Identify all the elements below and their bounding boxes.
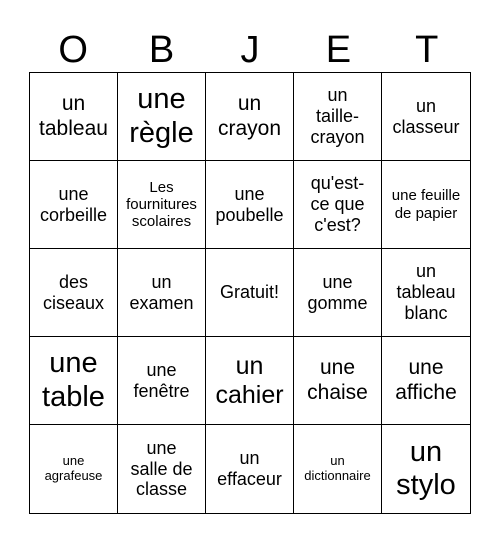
cell-label: Gratuit! [219,282,280,303]
bingo-cell-r2c4[interactable] [294,161,382,249]
cell-label: une table [42,347,105,413]
cell-label: une fenêtre [133,359,190,401]
bingo-cell-r5c3[interactable] [206,425,294,513]
cell-label: un crayon [217,92,282,140]
bingo-cell-r2c2[interactable] [118,161,206,249]
bingo-cell-r2c5[interactable] [382,161,470,249]
cell-label: une poubelle [215,183,284,225]
cell-label: une affiche [395,356,457,404]
bingo-cell-r5c1[interactable] [30,425,118,513]
cell-label: un cahier [215,351,284,409]
bingo-cell-r3c3[interactable] [206,249,294,337]
cell-label: un effaceur [217,448,282,489]
bingo-cell-r2c3[interactable] [206,161,294,249]
header-letter-o: O [58,29,88,71]
cell-label: un stylo [396,435,456,501]
bingo-cell-r4c2[interactable] [118,337,206,425]
cell-label: un tableau [39,92,108,140]
bingo-cell-r4c4[interactable] [294,337,382,425]
bingo-cell-r1c5[interactable] [382,73,470,161]
cell-label: un classeur [392,95,460,137]
bingo-cell-r3c4[interactable] [294,249,382,337]
bingo-header [29,28,471,72]
bingo-cell-r2c1[interactable] [30,161,118,249]
cell-label: qu'est-ce que c'est? [310,173,365,235]
cell-label: une règle [129,83,194,149]
cell-label: Les fournitures scolaires [126,178,197,231]
header-letter-e: E [325,29,352,71]
cell-label: un taille-crayon [310,85,365,147]
bingo-cell-r3c1[interactable] [30,249,118,337]
cell-label: une feuille de papier [391,187,461,222]
bingo-cell-r4c5[interactable] [382,337,470,425]
header-letter-j: J [240,29,260,71]
bingo-cell-r1c2[interactable] [118,73,206,161]
cell-label: une gomme [307,271,368,313]
bingo-cell-r3c2[interactable] [118,249,206,337]
bingo-cell-r1c4[interactable] [294,73,382,161]
bingo-cell-r5c5[interactable] [382,425,470,513]
header-letter-t: T [415,29,439,71]
cell-label: une corbeille [39,183,108,225]
cell-label: un dictionnaire [304,453,371,483]
header-letter-b: B [148,29,175,71]
cell-label: une salle de classe [130,437,193,500]
bingo-cell-r4c1[interactable] [30,337,118,425]
cell-label: une chaise [307,356,368,404]
bingo-cell-r1c1[interactable] [30,73,118,161]
bingo-board [29,72,471,514]
bingo-cell-r5c4[interactable] [294,425,382,513]
cell-label: des ciseaux [42,271,105,313]
bingo-cell-r3c5[interactable] [382,249,470,337]
bingo-cell-r5c2[interactable] [118,425,206,513]
bingo-cell-r1c3[interactable] [206,73,294,161]
bingo-cell-r4c3[interactable] [206,337,294,425]
cell-label: un examen [129,271,194,313]
cell-label: une agrafeuse [44,453,103,483]
cell-label: un tableau blanc [396,261,456,323]
